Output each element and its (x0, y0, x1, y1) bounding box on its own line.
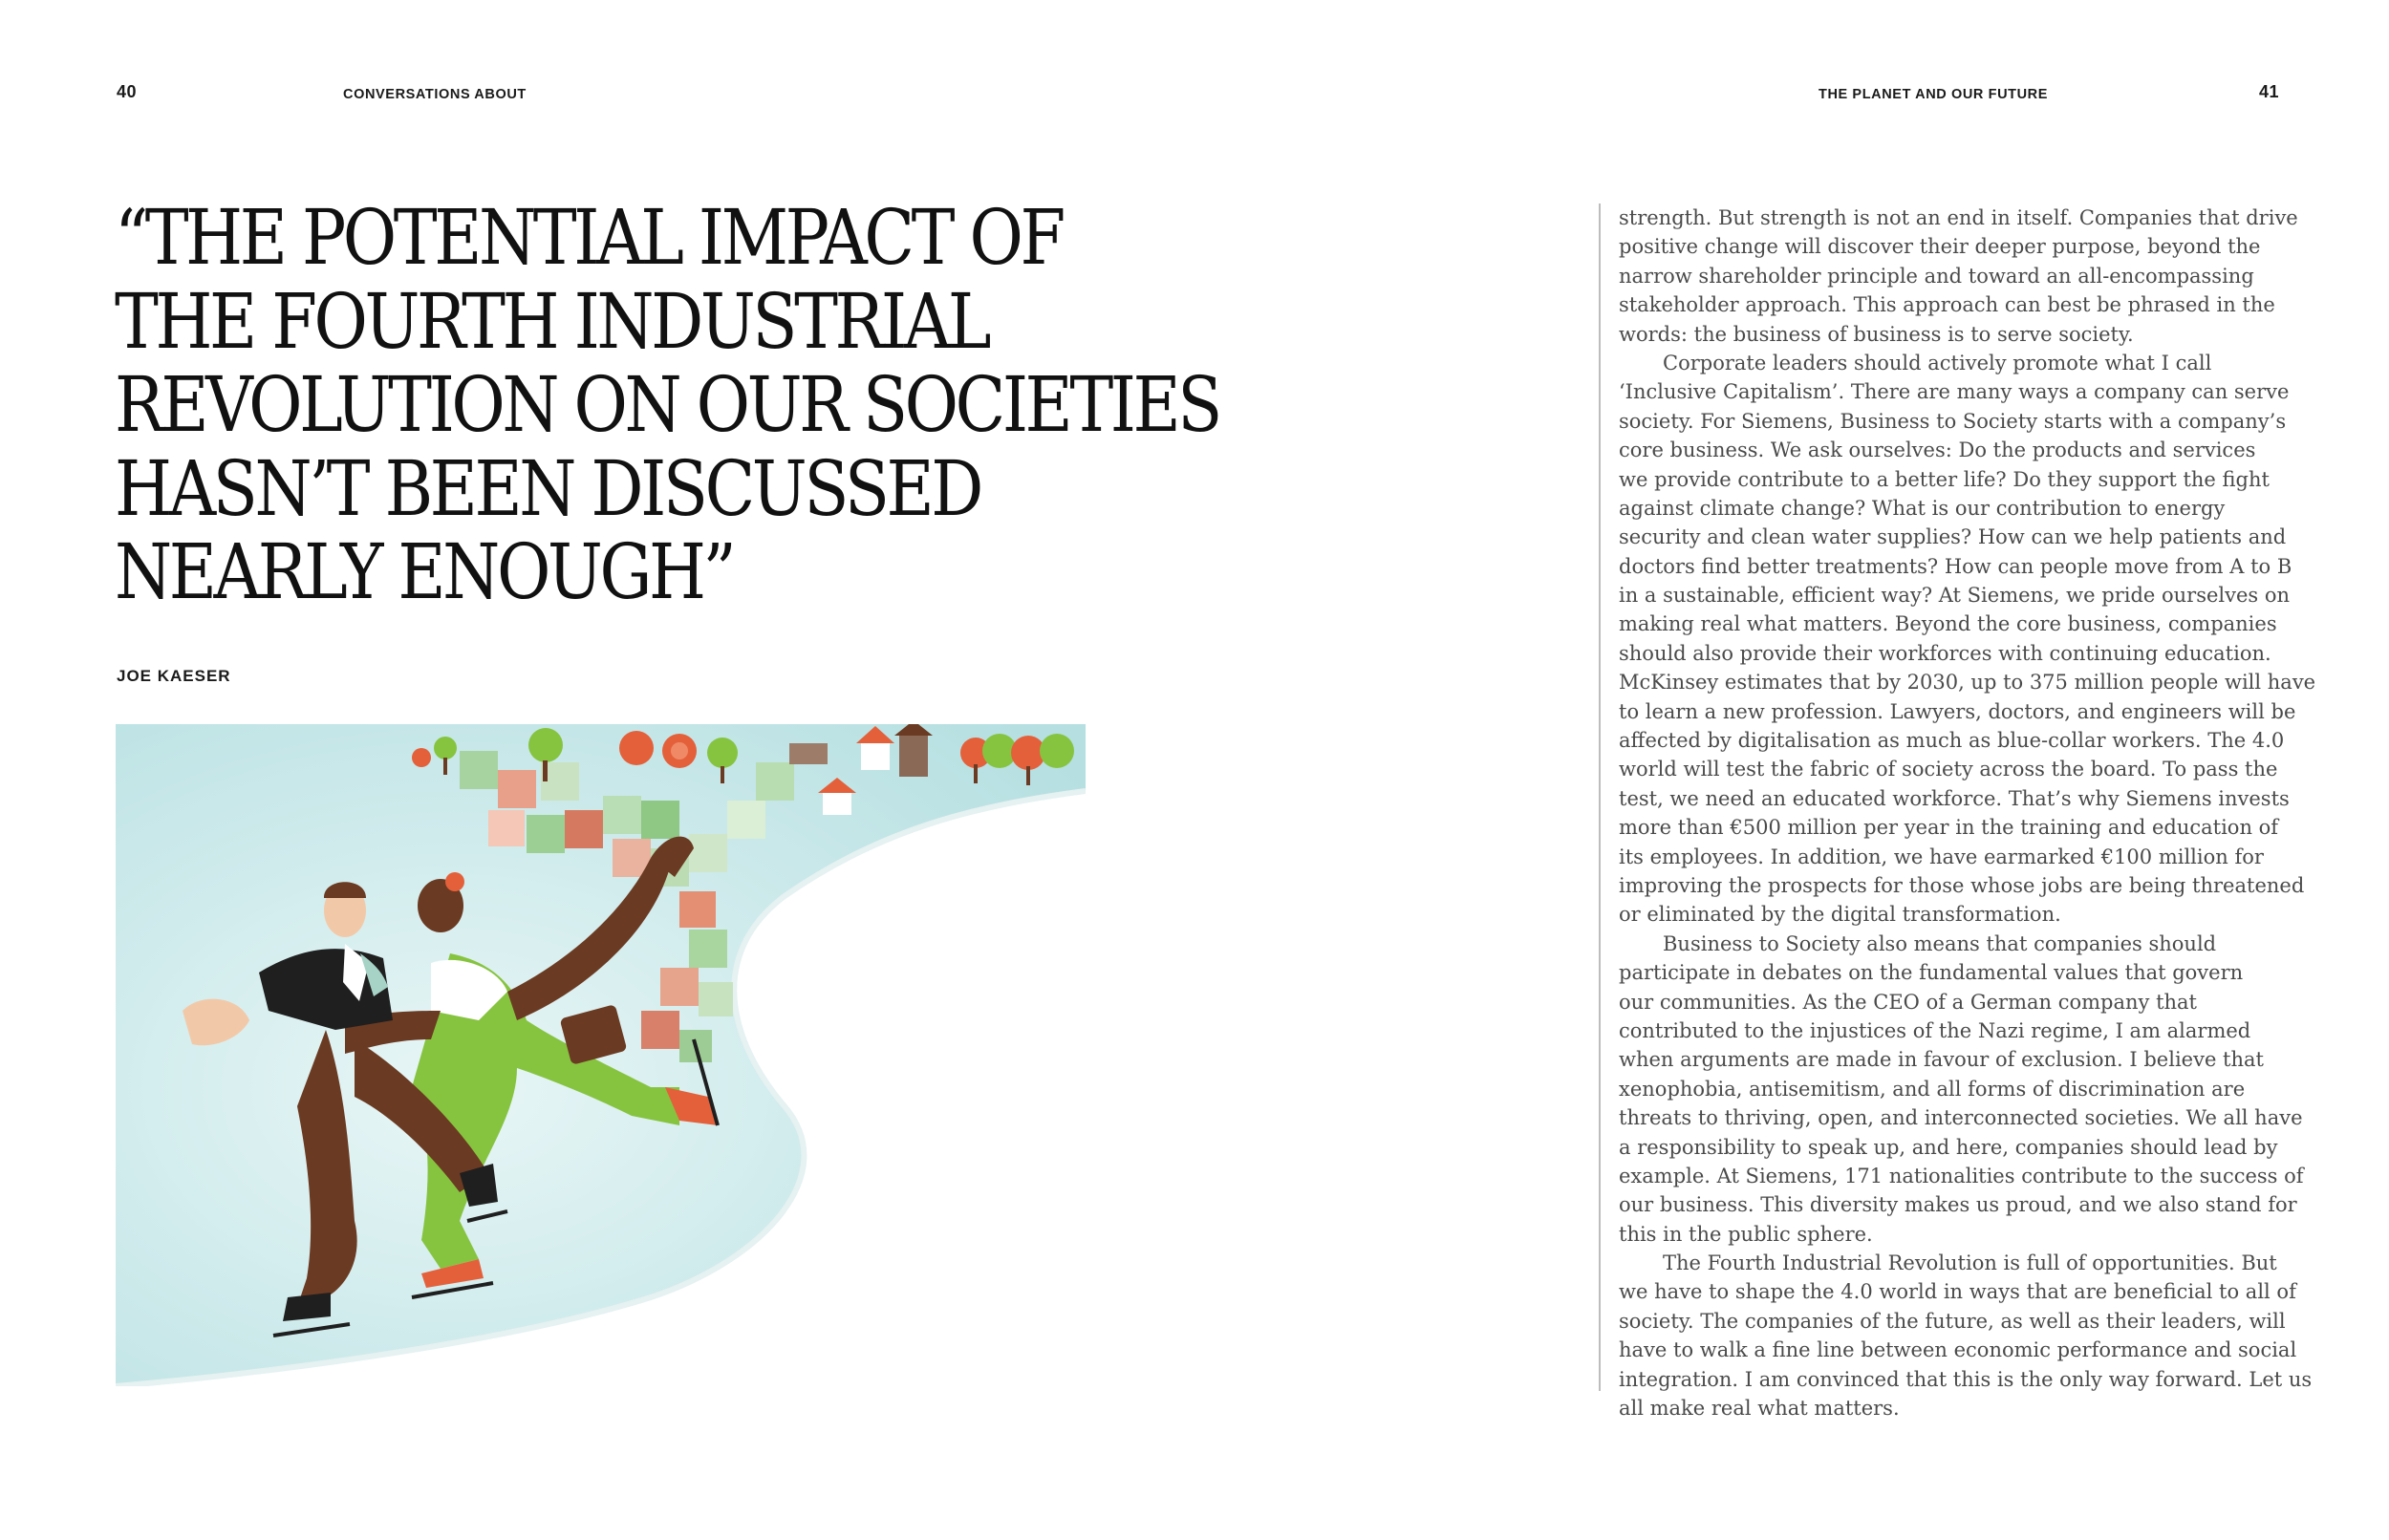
article-line: security and clean water supplies? How can we help patients and (1619, 525, 2287, 549)
article-line: McKinsey estimates that by 2030, up to 375 million people will have (1619, 671, 2316, 695)
author-byline: JOE KAESER (117, 667, 231, 685)
article-line: stakeholder approach. This approach can best be phrased in the (1619, 293, 2275, 317)
article-line: our communities. As the CEO of a German company that (1619, 990, 2197, 1014)
illustration-artwork (116, 724, 1086, 1386)
article-line: contributed to the injustices of the Nazi regime, I am alarmed (1619, 1018, 2251, 1042)
article-line: a responsibility to speak up, and here, companies should lead by (1619, 1135, 2278, 1159)
article-line: against climate change? What is our contribution to energy (1619, 496, 2226, 520)
running-head-right: THE PLANET AND OUR FUTURE (1819, 87, 2049, 102)
article-line: threats to thriving, open, and interconnected societies. We all have (1619, 1106, 2303, 1130)
article-line: The Fourth Industrial Revolution is full of opportunities. But (1663, 1251, 2277, 1275)
article-line: society. For Siemens, Business to Society starts with a company’s (1619, 409, 2287, 433)
article-line: to learn a new profession. Lawyers, doctors, and engineers will be (1619, 699, 2296, 723)
page-number-left: 40 (117, 82, 138, 101)
column-rule (1599, 203, 1601, 1391)
article-line: or eliminated by the digital transformation. (1619, 903, 2061, 927)
article-body (1619, 203, 2316, 1422)
article-line: Corporate leaders should actively promote what I call (1663, 351, 2212, 374)
article-line: xenophobia, antisemitism, and all forms of discrimination are (1619, 1077, 2246, 1101)
pull-quote (115, 193, 1220, 616)
article-line: all make real what matters. (1619, 1397, 1900, 1421)
article-line: integration. I am convinced that this is the only way forward. Let us (1619, 1367, 2313, 1391)
article-line: world will test the fabric of society across the board. To pass the (1619, 758, 2278, 781)
article-line: in a sustainable, efficient way? At Siemens, we pride ourselves on (1619, 584, 2291, 608)
article-line: strength. But strength is not an end in itself. Companies that drive (1619, 206, 2298, 229)
pull-quote-line: THE FOURTH INDUSTRIAL (115, 276, 989, 366)
page-number-right: 41 (2259, 82, 2280, 101)
article-line: core business. We ask ourselves: Do the products and services (1619, 438, 2256, 462)
article-line: positive change will discover their deeper purpose, beyond the (1619, 235, 2261, 259)
article-line: affected by digitalisation as much as blue-collar workers. The 4.0 (1619, 729, 2285, 753)
article-line: improving the prospects for those whose jobs are being threatened (1619, 873, 2305, 897)
article-line: when arguments are made in favour of exclusion. I believe that (1619, 1048, 2264, 1072)
article-line: more than €500 million per year in the training and education of (1619, 816, 2279, 840)
article-line: should also provide their workforces with continuing education. (1619, 641, 2271, 665)
article-line: narrow shareholder principle and toward an all-encompassing (1619, 264, 2254, 288)
article-line: we provide contribute to a better life? Do they support the fight (1619, 467, 2270, 491)
skating-couple-illustration (116, 724, 1086, 1386)
article-line: doctors find better treatments? How can people move from A to B (1619, 554, 2292, 578)
pull-quote-line: NEARLY ENOUGH” (115, 527, 734, 616)
article-line: society. The companies of the future, as well as their leaders, will (1619, 1309, 2286, 1333)
article-line: this in the public sphere. (1619, 1222, 1873, 1246)
running-head-left: CONVERSATIONS ABOUT (343, 87, 527, 102)
article-line: words: the business of business is to serve society. (1619, 322, 2134, 346)
article-line: Business to Society also means that companies should (1663, 931, 2217, 955)
article-line: test, we need an educated workforce. That’s why Siemens invests (1619, 786, 2290, 810)
article-line: our business. This diversity makes us proud, and we also stand for (1619, 1193, 2297, 1217)
pull-quote-line: “THE POTENTIAL IMPACT OF (115, 193, 1063, 282)
article-line: making real what matters. Beyond the core business, companies (1619, 612, 2277, 636)
article-line: example. At Siemens, 171 nationalities contribute to the success of (1619, 1164, 2304, 1187)
article-line: we have to shape the 4.0 world in ways that are beneficial to all of (1619, 1280, 2296, 1304)
pull-quote-line: HASN’T BEEN DISCUSSED (115, 443, 981, 533)
article-line: participate in debates on the fundamental values that govern (1619, 961, 2244, 985)
article-line: have to walk a fine line between economic performance and social (1619, 1338, 2297, 1362)
article-line: its employees. In addition, we have earmarked €100 million for (1619, 845, 2264, 868)
article-line: ‘Inclusive Capitalism’. There are many ways a company can serve (1619, 380, 2290, 404)
pull-quote-line: REVOLUTION ON OUR SOCIETIES (115, 360, 1220, 449)
